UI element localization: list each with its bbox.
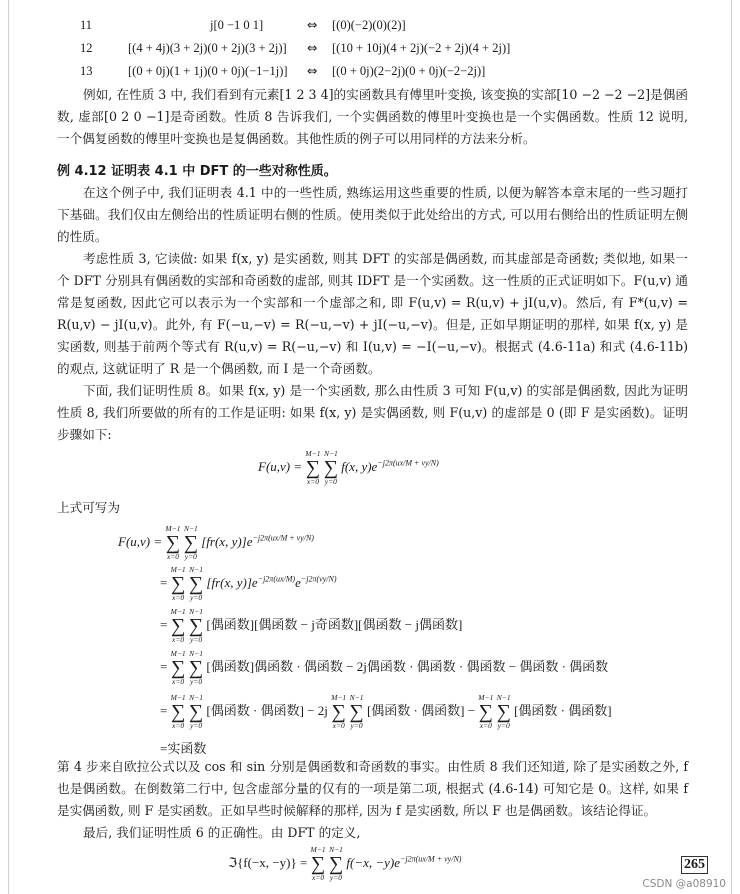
equation-body: [偶函数]偶函数 · 偶函数 − 2j偶函数 · 偶函数 · 偶函数 − 偶函数 · 偶函数 <box>206 658 609 674</box>
equation-body: [fr(x, y)]e <box>206 574 258 590</box>
paragraph-rewrite: 上式可写为 <box>57 500 120 515</box>
sum-symbol: N−1 ∑ y=0 <box>188 565 204 602</box>
derivation-line-1 <box>118 525 314 561</box>
paragraph-intro: 在这个例子中, 我们证明表 4.1 中的一些性质, 熟练运用这些重要的性质, 以便为解答本章末尾的一些习题打下基础。我们仅由左侧给出的性质证明右侧的性质。使用类似于此处给出的方式, 可以用右侧给出的性质证明左侧的性质。 <box>57 185 688 244</box>
sum-symbol: N−1 ∑ y=0 <box>328 845 344 882</box>
example-heading: 例 4.12 证明表 4.1 中 DFT 的一些对称性质。 <box>57 164 337 179</box>
row-left-expr: j[0 −1 0 1] <box>210 18 264 32</box>
exponent: −j2π(ux/M + vy/N) <box>252 533 314 543</box>
sum-symbol: M−1 ∑ x=0 <box>170 649 186 686</box>
derivation-line-2 <box>160 566 337 602</box>
equation-lhs: ℑ{f(−x, −y)} = <box>228 854 308 870</box>
dft-definition-equation <box>258 450 439 486</box>
row-right-expr: [(0 + 0j)(2−2j)(0 + 0j)(−2−2j)] <box>332 64 486 78</box>
derivation-line-5 <box>160 694 612 730</box>
row-right-expr: [(10 + 10j)(4 + 2j)(−2 + 2j)(4 + 2j)] <box>332 41 511 55</box>
exponent: −j2π(ux/M) <box>257 574 296 584</box>
equation-lhs: F(u,v) = <box>118 533 163 549</box>
sum-symbol: M−1 ∑ x=0 <box>170 607 186 644</box>
equation-lhs: F(u,v) = <box>258 458 303 474</box>
equation-body: [偶函数 · 偶函数] − <box>366 702 476 718</box>
sum-symbol: N−1 ∑ y=0 <box>323 449 338 486</box>
equals-sign: = <box>160 702 168 718</box>
equation-body: [偶函数 · 偶函数] − 2j <box>206 702 328 718</box>
row-right-expr: [(0)(−2)(0)(2)] <box>332 18 406 32</box>
equals-sign: = <box>160 616 168 632</box>
equivalence-arrow: ⇔ <box>307 17 318 32</box>
page-number: 265 <box>681 856 708 874</box>
equivalence-arrow: ⇔ <box>307 63 318 78</box>
sum-symbol: N−1 ∑ y=0 <box>188 649 204 686</box>
equation-body: [fr(x, y)]e <box>201 533 253 549</box>
equation-body: f(x, y)e <box>341 458 378 474</box>
derivation-line-6: =实函数 <box>160 741 207 756</box>
dft-of-reflected-equation <box>228 846 461 882</box>
paragraph-conclusion: 第 4 步来自欧拉公式以及 cos 和 sin 分别是偶函数和奇函数的事实。由性质 8 我们还知道, 除了是实函数之外, f 也是偶函数。在倒数第二行中, 包含虚部分量的仅有的一项是第二项, 根据式 (4.6-14) 可知它是 0。这样, 如果 f 是实偶函数, 则 F 是实函数。正如早些时候解释的那样, 因为 f 是实函数, 所以 F 也是偶函数。该结论得证。 <box>57 759 688 818</box>
sum-symbol: M−1 ∑ x=0 <box>305 449 321 486</box>
equivalence-arrow: ⇔ <box>307 40 318 55</box>
row-left-expr: [(4 + 4j)(3 + 2j)(0 + 2j)(3 + 2j)] <box>128 41 287 55</box>
exponent: −j2π(ux/M + vy/N) <box>377 458 439 468</box>
row-number: 12 <box>80 41 93 55</box>
sum-symbol: N−1 ∑ y=0 <box>183 524 198 561</box>
derivation-line-3 <box>160 608 462 644</box>
sum-symbol: N−1 ∑ y=0 <box>349 693 364 730</box>
sum-symbol: M−1 ∑ x=0 <box>478 693 494 730</box>
exponent: −j2π(vy/N) <box>300 574 337 584</box>
paragraph-property-6: 最后, 我们证明性质 6 的正确性。由 DFT 的定义, <box>83 825 361 840</box>
sum-symbol: M−1 ∑ x=0 <box>310 845 326 882</box>
row-number: 11 <box>80 18 93 32</box>
sum-symbol: M−1 ∑ x=0 <box>170 693 186 730</box>
exponent: −j2π(ux/M + vy/N) <box>399 854 462 864</box>
equals-sign: = <box>160 658 168 674</box>
equation-e: e <box>295 574 301 590</box>
sum-symbol: M−1 ∑ x=0 <box>165 524 181 561</box>
sum-symbol: M−1 ∑ x=0 <box>170 565 186 602</box>
derivation-line-4 <box>160 650 608 686</box>
sum-symbol: N−1 ∑ y=0 <box>496 693 511 730</box>
row-left-expr: [(0 + 0j)(1 + 1j)(0 + 0j)(−1−1j)] <box>128 64 288 78</box>
paragraph-property-3: 考虑性质 3, 它读做: 如果 f(x, y) 是实函数, 则其 DFT 的实部是偶函数, 而其虚部是奇函数; 类似地, 如果一个 DFT 分别具有偶函数的实部和奇函数的虚部, 则其 IDFT 是一个实函数。这一性质的正式证明如下。F(u,v) 通常是复函数, 因此它可以表示为一个实部和一个虚部之和, 即 F(u,v) = R(u,v) + jI(u,v)。然后, 有 F*(u,v) = R(u,v) − jI(u,v)。此外, 有 F(−u,−v) = R(−u,−v) + jI(−u,−v)。但是, 正如早期证明的那样, 如果 f(x, y) 是实函数, 则基于前两个等式有 R(u,v) = R(−u,−v) 和 I(u,v) = −I(−u,−v)。根据式 (4.6-11a) 和式 (4.6-11b) 的观点, 这就证明了 R 是一个偶函数, 而 I 是一个奇函数。 <box>57 251 688 376</box>
sum-symbol: M−1 ∑ x=0 <box>331 693 347 730</box>
equals-sign: = <box>160 574 168 590</box>
equation-body: [偶函数 · 偶函数] <box>514 702 612 718</box>
watermark: CSDN @a08910 <box>642 878 726 890</box>
sum-symbol: N−1 ∑ y=0 <box>188 607 204 644</box>
equation-body: [偶函数][偶函数 − j奇函数][偶函数 − j偶函数] <box>206 616 463 632</box>
paragraph-property-examples: 例如, 在性质 3 中, 我们看到有元素[1 2 3 4]的实函数具有傅里叶变换, 该变换的实部[10 −2 −2 −2]是偶函数, 虚部[0 2 0 −1]是奇函数。性质 8 告诉我们, 一个实偶函数的傅里叶变换也是一个实偶函数。性质 12 说明, 一个偶复函数的傅里叶变换也是复偶函数。其他性质的例子可以用同样的方法来分析。 <box>57 87 688 146</box>
sum-symbol: N−1 ∑ y=0 <box>188 693 204 730</box>
row-number: 13 <box>80 64 93 78</box>
equation-body: f(−x, −y)e <box>346 854 400 870</box>
paragraph-property-8: 下面, 我们证明性质 8。如果 f(x, y) 是一个实函数, 那么由性质 3 可知 F(u,v) 的实部是偶函数, 因此为证明性质 8, 我们所要做的所有的工作是证明: 如果 f(x, y) 是实偶函数, 则 F(u,v) 的虚部是 0 (即 F 是实函数)。证明步骤如下: <box>57 383 688 442</box>
